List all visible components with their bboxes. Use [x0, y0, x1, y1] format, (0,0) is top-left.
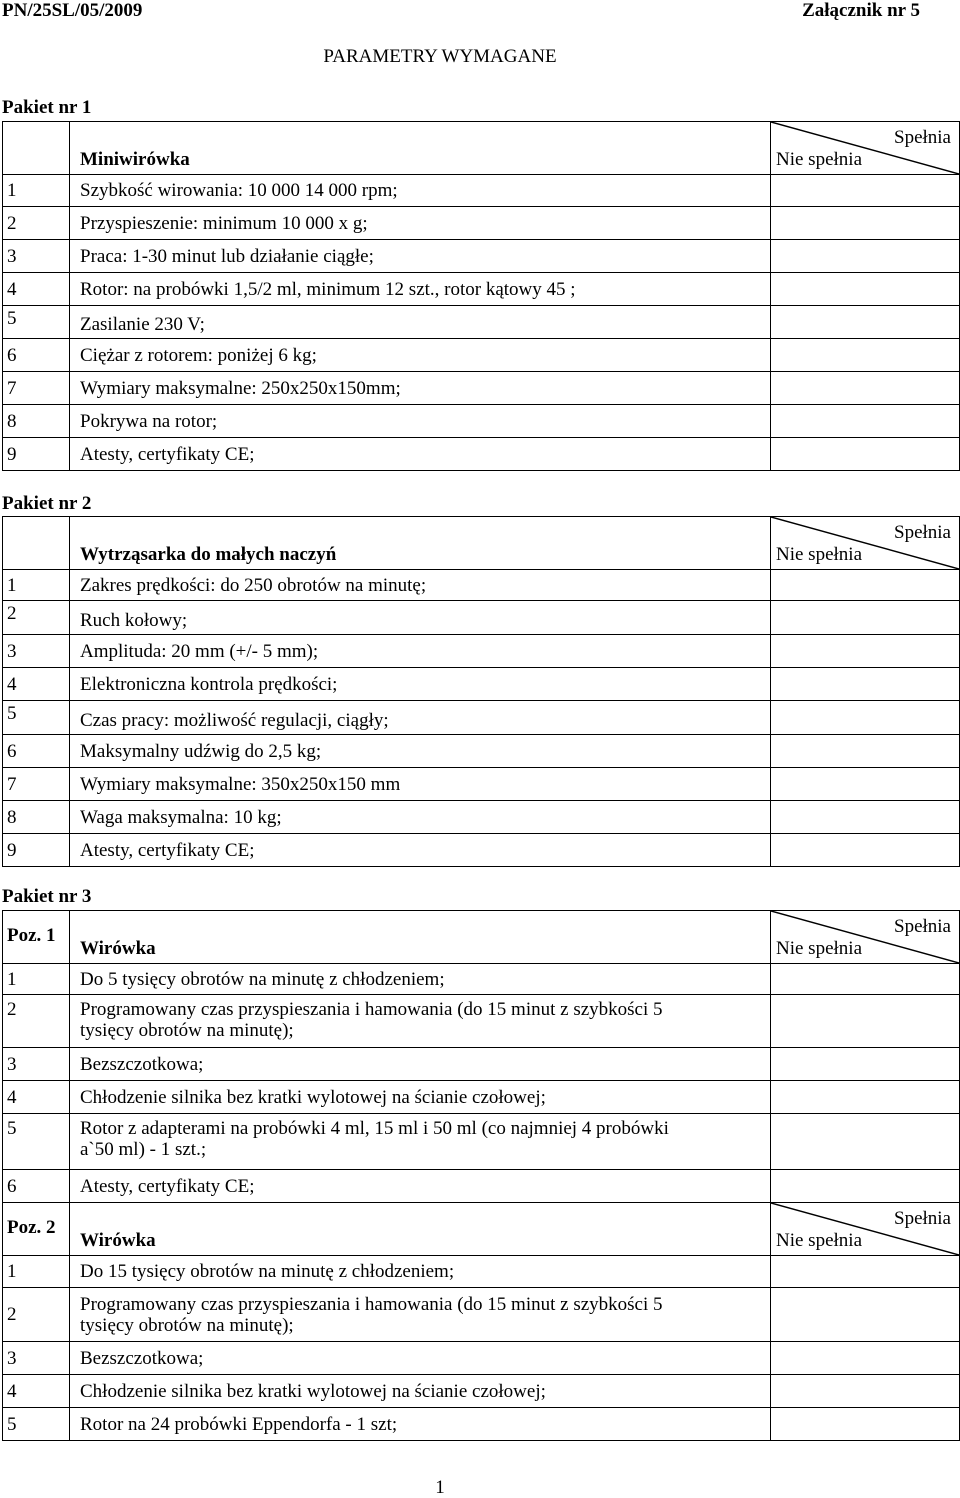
meets-label: Spełnia [894, 1208, 951, 1229]
compliance-header-cell [771, 911, 960, 964]
item-text [70, 1114, 771, 1170]
item-text: Chłodzenie silnika bez kratki wylotowej na ścianie czołowej; [70, 1081, 771, 1114]
table-row [3, 1048, 960, 1081]
table-row [3, 1342, 960, 1375]
compliance-cell[interactable] [771, 1114, 960, 1170]
compliance-cell[interactable] [771, 768, 960, 801]
compliance-cell[interactable] [771, 240, 960, 273]
compliance-cell[interactable] [771, 601, 960, 635]
package-2-table [2, 516, 960, 867]
compliance-cell[interactable] [771, 1256, 960, 1288]
item-text: Ruch kołowy; [70, 601, 771, 635]
item-number: 4 [3, 1375, 70, 1408]
item-text: Elektroniczna kontrola prędkości; [70, 668, 771, 701]
compliance-cell[interactable] [771, 570, 960, 601]
compliance-cell[interactable] [771, 438, 960, 471]
item-text-line-1: Programowany czas przyspieszania i hamowania (do 15 minut z szybkości 5 [80, 1293, 663, 1315]
compliance-cell[interactable] [771, 372, 960, 405]
item-number: 8 [3, 405, 70, 438]
item-number: 7 [3, 372, 70, 405]
not-meets-label: Nie spełnia [776, 149, 863, 170]
item-number: 8 [3, 801, 70, 834]
compliance-cell[interactable] [771, 834, 960, 867]
item-number: 3 [3, 1048, 70, 1081]
item-text: Amplituda: 20 mm (+/- 5 mm); [70, 635, 771, 668]
item-number: 3 [3, 1342, 70, 1375]
item-text: Szybkość wirowania: 10 000 14 000 rpm; [70, 175, 771, 207]
item-text: Praca: 1-30 minut lub działanie ciągłe; [70, 240, 771, 273]
attachment-label: Załącznik nr 5 [802, 0, 920, 21]
table-row [3, 1288, 960, 1342]
table-row [3, 768, 960, 801]
item-text-line-1: Rotor z adapterami na probówki 4 ml, 15 ml i 50 ml (co najmniej 4 probówki [80, 1118, 669, 1139]
not-meets-label: Nie spełnia [776, 938, 863, 959]
position-1-header-row [3, 911, 960, 964]
item-text-line-2: a`50 ml) - 1 szt.; [80, 1139, 207, 1160]
item-number: 3 [3, 240, 70, 273]
compliance-cell[interactable] [771, 339, 960, 372]
position-1-label: Poz. 1 [3, 911, 70, 964]
item-text: Zakres prędkości: do 250 obrotów na minutę; [70, 570, 771, 601]
compliance-cell[interactable] [771, 207, 960, 240]
page-number: 1 [435, 1477, 445, 1498]
package-1-table [2, 121, 960, 471]
table-row [3, 635, 960, 668]
compliance-cell[interactable] [771, 1408, 960, 1441]
table-row [3, 240, 960, 273]
table-row [3, 372, 960, 405]
item-text: Wymiary maksymalne: 350x250x150 mm [70, 768, 771, 801]
item-number: 6 [3, 1170, 70, 1203]
item-text: Przyspieszenie: minimum 10 000 x g; [70, 207, 771, 240]
item-number: 1 [3, 964, 70, 995]
item-text: Czas pracy: możliwość regulacji, ciągły; [70, 701, 771, 735]
compliance-cell[interactable] [771, 668, 960, 701]
compliance-header-cell [771, 517, 960, 570]
table-row [3, 964, 960, 995]
item-number: 5 [3, 1408, 70, 1441]
item-number: 3 [3, 635, 70, 668]
compliance-cell[interactable] [771, 1048, 960, 1081]
position-2-header-row [3, 1203, 960, 1256]
table-row [3, 1170, 960, 1203]
table-row [3, 801, 960, 834]
compliance-header-cell [771, 1203, 960, 1256]
item-number: 9 [3, 834, 70, 867]
table-row [3, 834, 960, 867]
item-number: 4 [3, 1081, 70, 1114]
item-text: Atesty, certyfikaty CE; [70, 1170, 771, 1203]
item-number: 2 [3, 207, 70, 240]
document-reference: PN/25SL/05/2009 [2, 0, 143, 21]
compliance-cell[interactable] [771, 405, 960, 438]
table-row [3, 995, 960, 1048]
table-row [3, 601, 960, 635]
item-text: Waga maksymalna: 10 kg; [70, 801, 771, 834]
package-2-label: Pakiet nr 2 [2, 493, 92, 514]
table-row [3, 735, 960, 768]
number-header-cell [3, 122, 70, 175]
item-text: Chłodzenie silnika bez kratki wylotowej na ścianie czołowej; [70, 1375, 771, 1408]
compliance-cell[interactable] [771, 175, 960, 207]
table-row [3, 405, 960, 438]
item-text: Maksymalny udźwig do 2,5 kg; [70, 735, 771, 768]
not-meets-label: Nie spełnia [776, 1230, 863, 1251]
compliance-cell[interactable] [771, 273, 960, 306]
item-text: Ciężar z rotorem: poniżej 6 kg; [70, 339, 771, 372]
item-number: 1 [3, 1256, 70, 1288]
compliance-cell[interactable] [771, 1375, 960, 1408]
table-row [3, 1114, 960, 1170]
table-row [3, 175, 960, 207]
device-name: Wirówka [70, 911, 771, 964]
item-text: Rotor: na probówki 1,5/2 ml, minimum 12 szt., rotor kątowy 45 ; [70, 273, 771, 306]
compliance-cell[interactable] [771, 735, 960, 768]
meets-label: Spełnia [894, 522, 951, 543]
item-number: 6 [3, 339, 70, 372]
number-header-cell [3, 517, 70, 570]
meets-label: Spełnia [894, 916, 951, 937]
device-name: Wytrząsarka do małych naczyń [70, 517, 771, 570]
compliance-cell[interactable] [771, 1342, 960, 1375]
table-row [3, 1375, 960, 1408]
table-header-row [3, 122, 960, 175]
item-number: 4 [3, 273, 70, 306]
item-text: Bezszczotkowa; [70, 1342, 771, 1375]
compliance-cell[interactable] [771, 1288, 960, 1342]
table-row [3, 570, 960, 601]
table-row [3, 1408, 960, 1441]
table-row [3, 668, 960, 701]
item-number: 5 [3, 701, 70, 735]
table-row [3, 1081, 960, 1114]
item-text: Atesty, certyfikaty CE; [70, 438, 771, 471]
item-number: 2 [3, 995, 70, 1048]
item-number: 7 [3, 768, 70, 801]
meets-label: Spełnia [894, 127, 951, 148]
item-text: Bezszczotkowa; [70, 1048, 771, 1081]
package-3-table [2, 910, 960, 1441]
device-name: Miniwirówka [70, 122, 771, 175]
item-text-line-2: tysięcy obrotów na minutę); [80, 1314, 294, 1336]
item-text: Wymiary maksymalne: 250x250x150mm; [70, 372, 771, 405]
table-row [3, 1256, 960, 1288]
page-title: PARAMETRY WYMAGANE [323, 46, 557, 67]
compliance-cell[interactable] [771, 701, 960, 735]
item-number: 6 [3, 735, 70, 768]
package-1-label: Pakiet nr 1 [2, 97, 92, 118]
item-number: 1 [3, 570, 70, 601]
compliance-cell[interactable] [771, 635, 960, 668]
table-row [3, 339, 960, 372]
item-number: 1 [3, 175, 70, 207]
item-text: Rotor na 24 probówki Eppendorfa - 1 szt; [70, 1408, 771, 1441]
item-number: 2 [3, 601, 70, 635]
item-text [70, 995, 771, 1048]
item-text: Zasilanie 230 V; [70, 306, 771, 339]
position-2-label: Poz. 2 [3, 1203, 70, 1256]
table-row [3, 273, 960, 306]
item-number: 2 [3, 1288, 70, 1342]
compliance-cell[interactable] [771, 1170, 960, 1203]
item-number: 5 [3, 306, 70, 339]
compliance-cell[interactable] [771, 995, 960, 1048]
compliance-cell[interactable] [771, 801, 960, 834]
item-text-line-1: Programowany czas przyspieszania i hamowania (do 15 minut z szybkości 5 [80, 999, 663, 1020]
compliance-cell[interactable] [771, 964, 960, 995]
table-row [3, 438, 960, 471]
item-text [70, 1288, 771, 1342]
compliance-cell[interactable] [771, 1081, 960, 1114]
compliance-cell[interactable] [771, 306, 960, 339]
item-text: Atesty, certyfikaty CE; [70, 834, 771, 867]
item-text: Do 15 tysięcy obrotów na minutę z chłodzeniem; [70, 1256, 771, 1288]
package-3-label: Pakiet nr 3 [2, 886, 92, 907]
table-header-row [3, 517, 960, 570]
compliance-header-cell [771, 122, 960, 175]
table-row [3, 306, 960, 339]
not-meets-label: Nie spełnia [776, 544, 863, 565]
item-number: 4 [3, 668, 70, 701]
item-text: Pokrywa na rotor; [70, 405, 771, 438]
item-text-line-2: tysięcy obrotów na minutę); [80, 1020, 294, 1041]
item-number: 5 [3, 1114, 70, 1170]
item-text: Do 5 tysięcy obrotów na minutę z chłodzeniem; [70, 964, 771, 995]
device-name: Wirówka [70, 1203, 771, 1256]
table-row [3, 207, 960, 240]
item-number: 9 [3, 438, 70, 471]
table-row [3, 701, 960, 735]
